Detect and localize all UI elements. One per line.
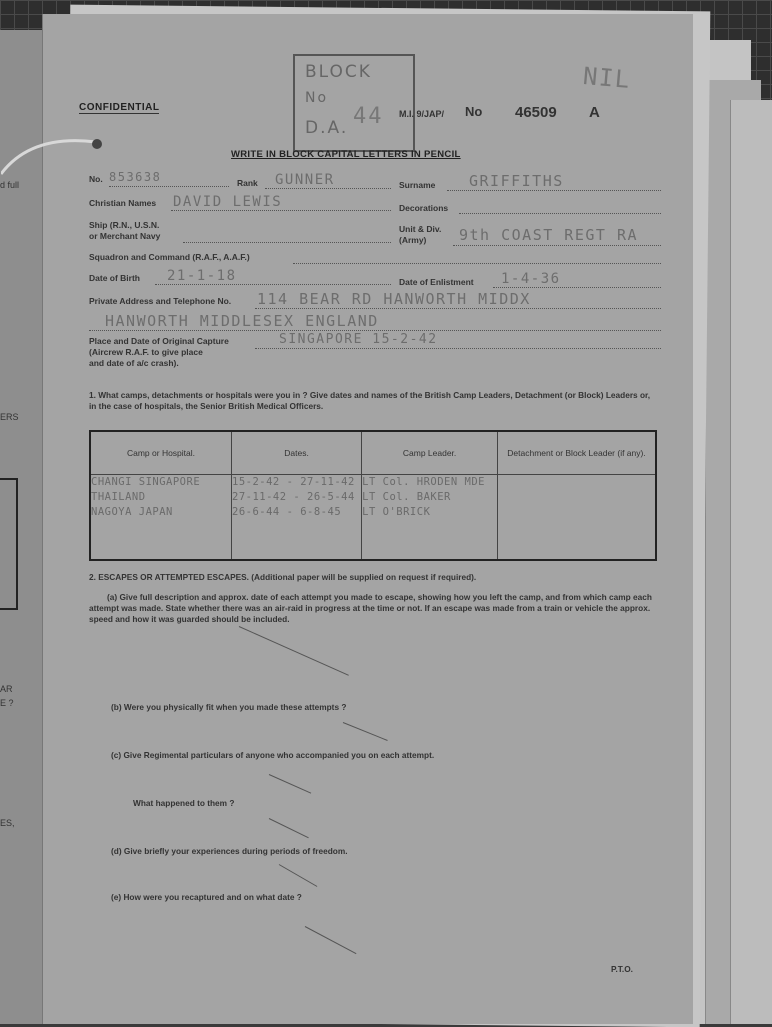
field-line <box>255 308 661 309</box>
pencil-dash <box>269 818 309 838</box>
surname-label: Surname <box>399 180 436 190</box>
nil-annotation: NIL <box>581 61 632 95</box>
rank-label: Rank <box>237 178 258 188</box>
column-header: Camp or Hospital. <box>90 431 232 475</box>
file-stack-sheet <box>730 100 772 1024</box>
please-turn-over: P.T.O. <box>611 964 633 974</box>
pencil-dash <box>305 926 357 954</box>
field-line <box>109 186 229 187</box>
decorations-label: Decorations <box>399 203 449 213</box>
address-value: 114 BEAR RD HANWORTH MIDDX <box>257 290 531 308</box>
dob-label: Date of Birth <box>89 273 140 283</box>
table-cell: LT Col. HRODEN MDE <box>362 475 498 491</box>
field-line <box>447 190 661 191</box>
table-cell <box>498 505 657 520</box>
table-cell: LT O'BRICK <box>362 505 498 520</box>
column-header: Camp Leader. <box>362 431 498 475</box>
table-cell <box>498 490 657 505</box>
field-line <box>265 188 391 189</box>
capture-value: SINGAPORE 15-2-42 <box>279 332 438 347</box>
address-value-2: HANWORTH MIDDLESEX ENGLAND <box>105 312 379 330</box>
table-cell: CHANGI SINGAPORE <box>90 475 232 491</box>
field-line <box>255 348 661 349</box>
left-page-fragment: d full <box>0 180 20 190</box>
unit-label: Unit & Div. <box>399 224 442 234</box>
pencil-dash <box>343 722 388 741</box>
column-header: Dates. <box>232 431 362 475</box>
pencil-dash <box>269 774 311 794</box>
left-page-fragment: AR <box>0 684 13 694</box>
number-label: No <box>465 104 483 119</box>
question-2c-followup: What happened to them ? <box>133 798 235 808</box>
ship-label-2: or Merchant Navy <box>89 231 161 241</box>
service-no-value: 853638 <box>109 170 162 184</box>
capture-label-3: and date of a/c crash). <box>89 358 179 368</box>
question-2d: (d) Give briefly your experiences during periods of freedom. <box>111 846 348 856</box>
dob-value: 21-1-18 <box>167 268 237 284</box>
left-page-box <box>0 478 18 610</box>
left-page-fragment: ERS <box>0 412 19 422</box>
stamp-number: 44 <box>353 104 384 129</box>
pow-questionnaire-form <box>42 14 693 1024</box>
stamp-no: No <box>305 90 329 106</box>
field-line <box>293 263 661 264</box>
serial-number: 46509 <box>515 104 557 121</box>
left-page-fragment: E ? <box>0 698 14 708</box>
unit-value: 9th COAST REGT RA <box>459 226 639 244</box>
table-cell: 26-6-44 - 6-8-45 <box>232 505 362 520</box>
ship-label: Ship (R.N., U.S.N. <box>89 220 160 230</box>
capture-label-2: (Aircrew R.A.F. to give place <box>89 347 203 357</box>
table-cell: NAGOYA JAPAN <box>90 505 232 520</box>
table-cell: LT Col. BAKER <box>362 490 498 505</box>
ref-code: M.I. 9/JAP/ <box>399 109 445 119</box>
field-line <box>171 210 391 211</box>
christian-names-value: DAVID LEWIS <box>173 194 283 210</box>
question-2a: (a) Give full description and approx. date of each attempt you made to escape, showing how you left the camp, and from which camp each attempt was made. State whether there was an air-raid in progress at the time or not. If an escape was made from a train or vehicle the approx. speed and how it was guarded should be included. <box>89 592 652 624</box>
serial-suffix: A <box>589 104 600 121</box>
enlistment-value: 1-4-36 <box>501 271 561 287</box>
table-row <box>90 505 656 520</box>
question-2-title: 2. ESCAPES OR ATTEMPTED ESCAPES. (Additional paper will be supplied on request if required). <box>89 572 477 582</box>
field-line <box>89 330 661 331</box>
enlistment-label: Date of Enlistment <box>399 277 474 287</box>
pencil-dash <box>239 626 349 676</box>
service-no-label: No. <box>89 174 103 184</box>
table-row <box>90 475 656 491</box>
question-2b: (b) Were you physically fit when you made these attempts ? <box>111 702 347 712</box>
camps-table <box>89 430 657 561</box>
question-2c: (c) Give Regimental particulars of anyone who accompanied you on each attempt. <box>111 750 435 760</box>
pencil-dash <box>279 864 318 887</box>
column-header: Detachment or Block Leader (if any). <box>498 431 657 475</box>
squadron-label: Squadron and Command (R.A.F., A.A.F.) <box>89 252 250 262</box>
confidential-label: CONFIDENTIAL <box>79 102 160 113</box>
question-2e: (e) How were you recaptured and on what date ? <box>111 892 302 902</box>
field-line <box>493 287 661 288</box>
christian-names-label: Christian Names <box>89 198 157 208</box>
field-line <box>453 245 661 246</box>
form-title: WRITE IN BLOCK CAPITAL LETTERS IN PENCIL <box>231 149 461 160</box>
field-line <box>183 242 391 243</box>
table-cell: THAILAND <box>90 490 232 505</box>
table-row <box>90 490 656 505</box>
field-line <box>459 213 661 214</box>
table-cell: 15-2-42 - 27-11-42 <box>232 475 362 491</box>
table-cell: 27-11-42 - 26-5-44 <box>232 490 362 505</box>
table-cell <box>498 475 657 491</box>
block-stamp <box>293 54 415 152</box>
stamp-da: D.A. <box>305 118 349 138</box>
stamp-block: BLOCK <box>305 62 372 82</box>
capture-label: Place and Date of Original Capture <box>89 336 229 346</box>
surname-value: GRIFFITHS <box>469 172 564 190</box>
question-1: 1. What camps, detachments or hospitals were you in ? Give dates and names of the British Camp Leaders, Detachment (or Block) Leaders or, in the case of hospitals, the Senior British Medical Officers. <box>89 390 651 411</box>
table-row-empty <box>90 520 656 560</box>
unit-label-2: (Army) <box>399 235 427 245</box>
field-line <box>155 284 391 285</box>
left-page-fragment: ES, <box>0 818 15 828</box>
address-label: Private Address and Telephone No. <box>89 296 232 306</box>
rank-value: GUNNER <box>275 172 335 188</box>
